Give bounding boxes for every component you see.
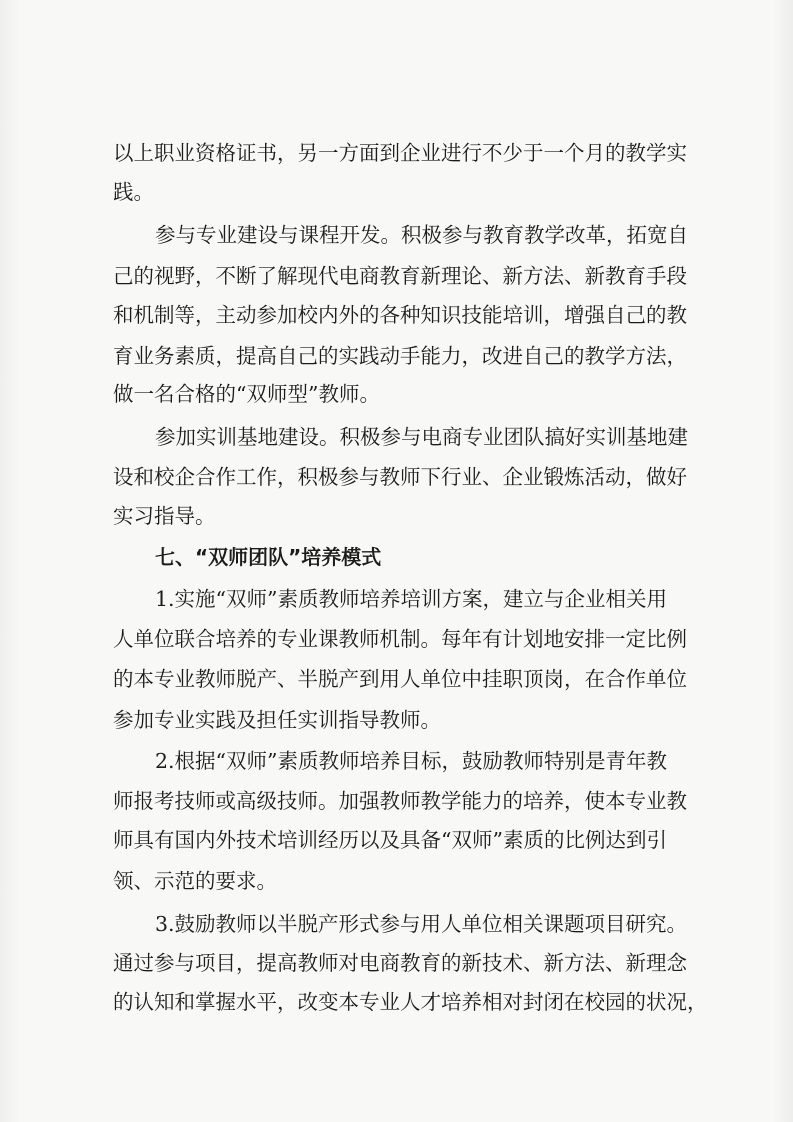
- paragraph-first-line: 参加实训基地建设。积极参与电商专业团队搞好实训基地建: [155, 425, 688, 449]
- text-line: 己的视野，不断了解现代电商教育新理论、新方法、新教育手段: [113, 264, 687, 288]
- text-line: 领、示范的要求。: [113, 869, 277, 893]
- text-line: 的认知和掌握水平，改变本专业人才培养相对封闭在校园的状况，: [113, 990, 708, 1014]
- paragraph-first-line: 2.根据“双师”素质教师培养目标，鼓励教师特别是青年教: [155, 749, 668, 773]
- text-line: 践。: [113, 180, 154, 204]
- text-line: 实习指导。: [113, 504, 216, 528]
- paragraph-first-line: 参与专业建设与课程开发。积极参与教育教学改革，拓宽自: [155, 223, 688, 247]
- text-line: 师报考技师或高级技师。加强教师教学能力的培养，使本专业教: [113, 789, 687, 813]
- text-line: 师具有国内外技术培训经历以及具备“双师”素质的比例达到引: [113, 828, 667, 852]
- text-line: 做一名合格的“双师型”教师。: [113, 382, 380, 406]
- text-line: 通过参与项目，提高教师对电商教育的新技术、新方法、新理念: [113, 951, 687, 975]
- text-line: 参加专业实践及担任实训指导教师。: [113, 708, 441, 732]
- paragraph-first-line: 1.实施“双师”素质教师培养培训方案，建立与企业相关用: [155, 587, 668, 611]
- text-line: 的本专业教师脱产、半脱产到用人单位中挂职顶岗，在合作单位: [113, 667, 687, 691]
- text-line: 以上职业资格证书，另一方面到企业进行不少于一个月的教学实: [113, 141, 687, 165]
- paragraph-first-line: 3.鼓励教师以半脱产形式参与用人单位相关课题项目研究。: [155, 912, 688, 936]
- text-line: 和机制等，主动参加校内外的各种知识技能培训，增强自己的教: [113, 303, 687, 327]
- text-line: 育业务素质，提高自己的实践动手能力，改进自己的教学方法，: [113, 344, 687, 368]
- text-line: 人单位联合培养的专业课教师机制。每年有计划地安排一定比例: [113, 627, 687, 651]
- text-line: 设和校企合作工作，积极参与教师下行业、企业锻炼活动，做好: [113, 465, 687, 489]
- section-heading: 七、“双师团队”培养模式: [155, 545, 382, 569]
